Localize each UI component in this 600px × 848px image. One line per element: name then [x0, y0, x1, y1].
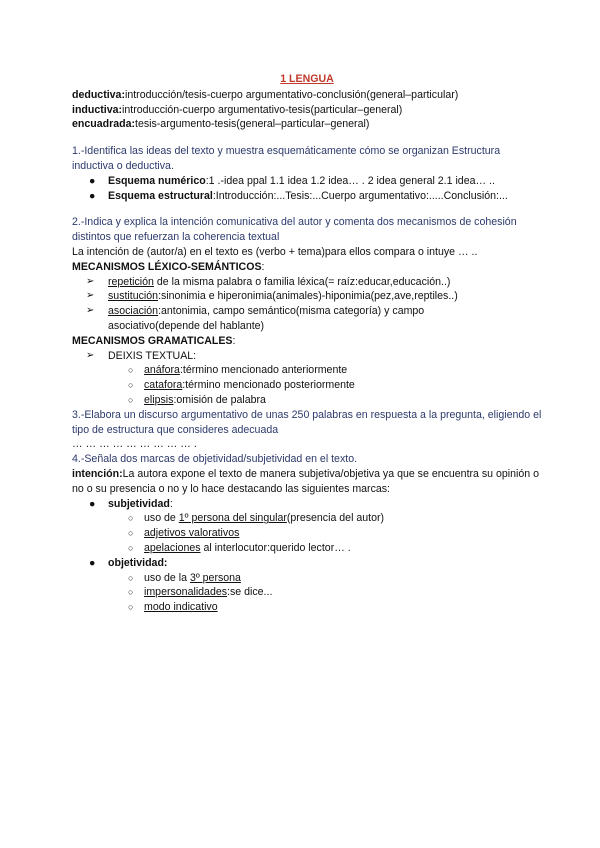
list-item [72, 189, 542, 204]
list-item [72, 585, 542, 600]
item-text: :Introducción:...Tesis:...Cuerpo argumentativo:.....Conclusión:... [212, 189, 508, 202]
item-post: (presencia del autor) [286, 512, 385, 525]
item-pre: uso de la [144, 571, 190, 584]
question-2: 2.-Indica y explica la intención comunicativa del autor y comenta dos mecanismos de cohesión distintos que refuerzan la coherencia textual [72, 216, 517, 244]
q3-dots: … … … … … … … … … . [72, 438, 197, 451]
circle-icon: ○ [128, 542, 134, 553]
item-text: :omisión de palabra [173, 393, 266, 406]
def-text: introducción-cuerpo argumentativo-tesis(particular–general) [122, 103, 403, 116]
item-text: :término mencionado anteriormente [179, 364, 348, 377]
item-term: adjetivos valorativos [144, 527, 240, 540]
q2-intro: La intención de (autor/a) en el texto es (verbo + tema)para ellos compara o intuye … .. [72, 245, 478, 258]
item-term: sustitución [108, 290, 159, 303]
heading-text: MECANISMOS GRAMATICALES [72, 334, 233, 347]
list-item [72, 378, 542, 393]
document-page [72, 72, 542, 615]
list-item [72, 174, 542, 189]
gram-list [72, 349, 542, 408]
item-term: anáfora [144, 364, 180, 377]
item-bold: Esquema numérico [108, 174, 206, 187]
list-item [72, 275, 542, 290]
bullet-icon: ● [89, 174, 96, 187]
circle-icon: ○ [128, 394, 134, 405]
circle-icon: ○ [128, 587, 134, 598]
list-item [72, 363, 542, 378]
bullet-icon: ● [89, 497, 96, 510]
list-item [72, 511, 542, 526]
item-text: de la misma palabra o familia léxica(= raíz:educar,educación..) [153, 275, 451, 288]
intention-label: intención: [72, 467, 123, 480]
heading-colon: : [261, 260, 265, 273]
bullet-icon: ● [89, 556, 96, 569]
item-colon: : [169, 497, 173, 510]
arrow-icon: ➢ [86, 305, 95, 317]
item-term: modo indicativo [144, 601, 218, 614]
def-term: encuadrada: [72, 118, 135, 131]
q4-intention [72, 467, 542, 497]
item-post: al interlocutor:querido lector… . [200, 541, 351, 554]
item-text: :sinonimia e hiperonimia(animales)-hiponimia(pez,ave,reptiles..) [158, 290, 458, 303]
list-item [72, 304, 438, 334]
def-term: deductiva: [72, 88, 125, 101]
item-pre: uso de [144, 512, 179, 525]
list-item [72, 541, 542, 556]
list-item [72, 526, 542, 541]
heading-text: MECANISMOS LÉXICO-SEMÁNTICOS [72, 260, 262, 273]
item-term: catafora [144, 379, 183, 392]
item-term: impersonalidades [144, 586, 228, 599]
circle-icon: ○ [128, 572, 134, 583]
list-item [72, 600, 542, 615]
def-inductiva [72, 103, 542, 118]
list-item [72, 497, 542, 512]
item-term: elipsis [144, 393, 174, 406]
circle-icon: ○ [128, 365, 134, 376]
item-term: 1º persona del singular [178, 512, 287, 525]
question-1: 1.-Identifica las ideas del texto y muestra esquemáticamente cómo se organizan Estructura inductiva o deductiva. [72, 145, 501, 172]
def-encuadrada [72, 117, 542, 132]
def-term: inductiva: [72, 103, 123, 116]
item-bold: objetividad: [108, 556, 168, 569]
circle-icon: ○ [128, 602, 134, 613]
lexico-heading [72, 260, 542, 275]
heading-colon: : [232, 334, 236, 347]
circle-icon: ○ [128, 380, 134, 391]
def-text: introducción/tesis-cuerpo argumentativo-conclusión(general–particular) [124, 88, 459, 101]
page-title: 1 LENGUA [280, 73, 334, 85]
list-item [72, 571, 542, 586]
item-text: :1 .-idea ppal 1.1 idea 1.2 idea… . 2 idea general 2.1 idea… .. [205, 174, 495, 187]
arrow-icon: ➢ [86, 349, 95, 361]
item-term: repetición [108, 275, 154, 288]
bullet-icon: ● [89, 189, 96, 202]
list-item [72, 349, 542, 364]
question-3: 3.-Elabora un discurso argumentativo de unas 250 palabras en respuesta a la pregunta, eligiendo el tipo de estructura que consideres adecuada [72, 408, 542, 436]
gram-heading [72, 334, 542, 349]
circle-icon: ○ [128, 513, 134, 524]
q4-list [72, 497, 542, 615]
item-text: DEIXIS TEXTUAL: [108, 349, 197, 362]
item-post: :se dice... [227, 586, 273, 599]
item-term: apelaciones [144, 541, 201, 554]
q1-list [72, 174, 542, 204]
item-term: 3º persona [189, 571, 241, 584]
question-4: 4.-Señala dos marcas de objetividad/subjetividad en el texto. [72, 453, 358, 466]
lexico-list [72, 275, 542, 334]
item-term: asociación [108, 305, 159, 318]
arrow-icon: ➢ [86, 290, 95, 302]
def-deductiva [72, 88, 542, 103]
arrow-icon: ➢ [86, 275, 95, 287]
item-bold: Esquema estructural [108, 189, 213, 202]
item-text: :antonimia, campo semántico(misma categoría) y campo asociativo(depende del hablante) [108, 305, 425, 332]
list-item [72, 289, 542, 304]
list-item [72, 393, 542, 408]
list-item [72, 556, 542, 571]
item-text: :término mencionado posteriormente [182, 379, 355, 392]
item-bold: subjetividad [108, 497, 170, 510]
intention-text: La autora expone el texto de manera subjetiva/objetiva ya que se encuentra su opinión o no o su presencia o no y lo hace destacando las siguientes marcas: [72, 467, 540, 495]
def-text: tesis-argumento-tesis(general–particular–general) [135, 118, 370, 131]
circle-icon: ○ [128, 528, 134, 539]
